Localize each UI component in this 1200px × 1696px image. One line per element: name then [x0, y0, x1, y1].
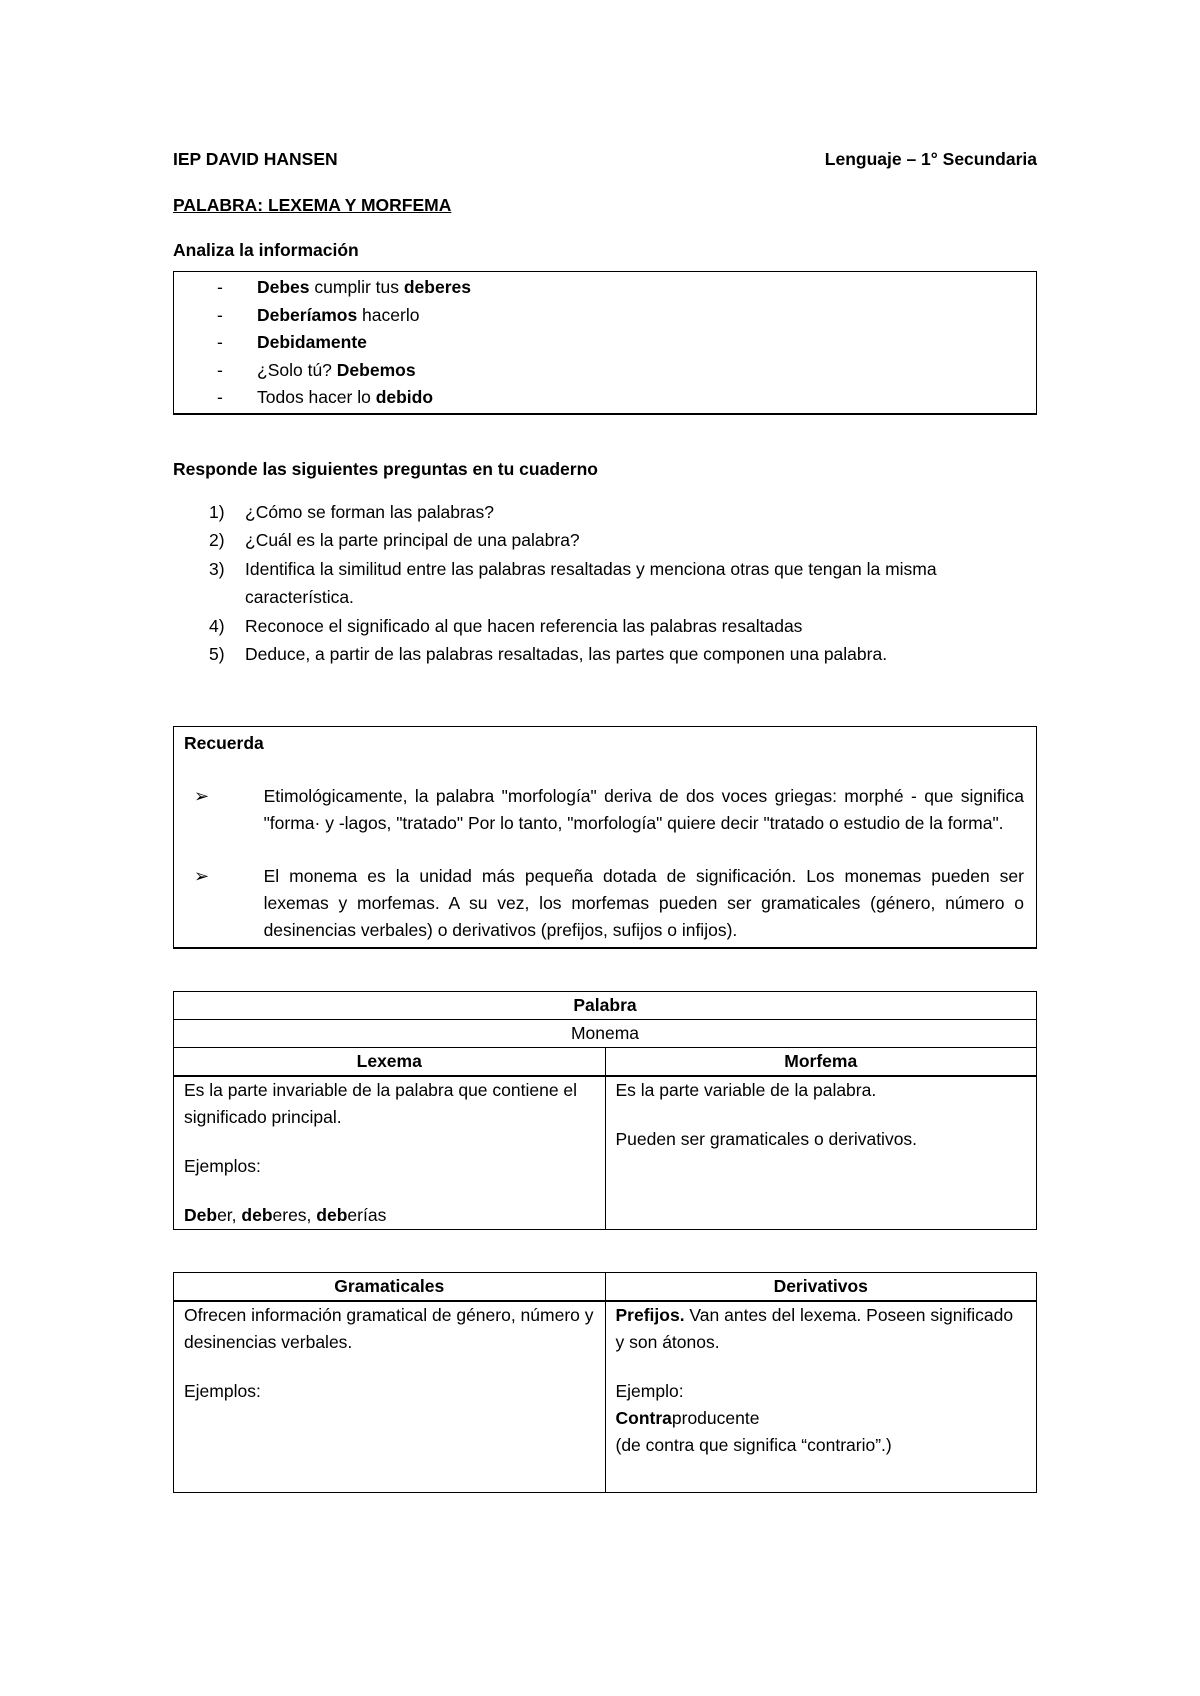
- question-item: 3) Identifica la similitud entre las palabras resaltadas y menciona otras que tengan la misma característica.: [209, 558, 937, 607]
- question-item: 5) Deduce, a partir de las palabras resaltadas, las partes que componen una palabra.: [209, 644, 888, 664]
- morfema-header: Morfema: [605, 1047, 1037, 1076]
- derivativos-header: Derivativos: [605, 1272, 1037, 1301]
- monema-header: Monema: [174, 1019, 1037, 1047]
- gramaticales-cell: Ofrecen información gramatical de género, número y desinencias verbales. Ejemplos:: [174, 1301, 606, 1493]
- gramaticales-header: Gramaticales: [174, 1272, 606, 1301]
- course-name: Lenguaje – 1° Secundaria: [824, 149, 1037, 169]
- school-name: IEP DAVID HANSEN: [173, 149, 338, 169]
- page-title: PALABRA: LEXEMA Y MORFEMA: [173, 195, 452, 215]
- analyze-label: Analiza la información: [173, 240, 359, 260]
- lexema-morfema-table: [173, 991, 1037, 1230]
- example-line: - Todos hacer lo debido: [217, 387, 434, 407]
- recuerda-title: Recuerda: [184, 732, 264, 753]
- document-page: [173, 146, 1037, 1493]
- derivativos-cell: Prefijos. Van antes del lexema. Poseen significado y son átonos. Ejemplo: Contraproducente (de contra que significa “contrario”.): [605, 1301, 1037, 1493]
- lexema-header: Lexema: [174, 1047, 606, 1076]
- palabra-header: Palabra: [174, 991, 1037, 1019]
- examples-box: [173, 271, 1037, 415]
- recuerda-bullet: ➢ Etimológicamente, la palabra "morfología" deriva de dos voces griegas: morphé - que significa "forma· y -lagos, "tratado" Por lo tanto, "morfología" quiere decir "tratado o estudio de la forma".: [184, 783, 1024, 837]
- morfema-cell: Es la parte variable de la palabra. Pueden ser gramaticales o derivativos.: [605, 1076, 1037, 1230]
- recuerda-bullet: ➢ El monema es la unidad más pequeña dotada de significación. Los monemas pueden ser lexemas y morfemas. A su vez, los morfemas pueden ser gramaticales (género, número o desinencias verbales) o derivativos (prefijos, sufijos o infijos).: [184, 863, 1024, 945]
- example-line: - Deberíamos hacerlo: [217, 304, 420, 325]
- page-header: [173, 146, 1037, 172]
- question-item: 1) ¿Cómo se forman las palabras?: [209, 501, 494, 522]
- gramaticales-derivativos-table: [173, 1272, 1037, 1493]
- question-item: 4) Reconoce el significado al que hacen referencia las palabras resaltadas: [209, 615, 803, 636]
- recuerda-box: [173, 726, 1037, 949]
- example-line: - ¿Solo tú? Debemos: [217, 359, 416, 380]
- arrow-bullet-icon: ➢: [194, 865, 210, 886]
- example-line: - Debidamente: [217, 332, 367, 352]
- lexema-cell: Es la parte invariable de la palabra que contiene el significado principal. Ejemplos: Deber, deberes, deberías: [174, 1076, 606, 1230]
- example-line: - Debes cumplir tus deberes: [217, 277, 471, 297]
- question-item: 2) ¿Cuál es la parte principal de una palabra?: [209, 530, 580, 550]
- questions-list: [173, 498, 1037, 669]
- questions-title: Responde las siguientes preguntas en tu cuaderno: [173, 458, 598, 479]
- arrow-bullet-icon: ➢: [194, 785, 210, 806]
